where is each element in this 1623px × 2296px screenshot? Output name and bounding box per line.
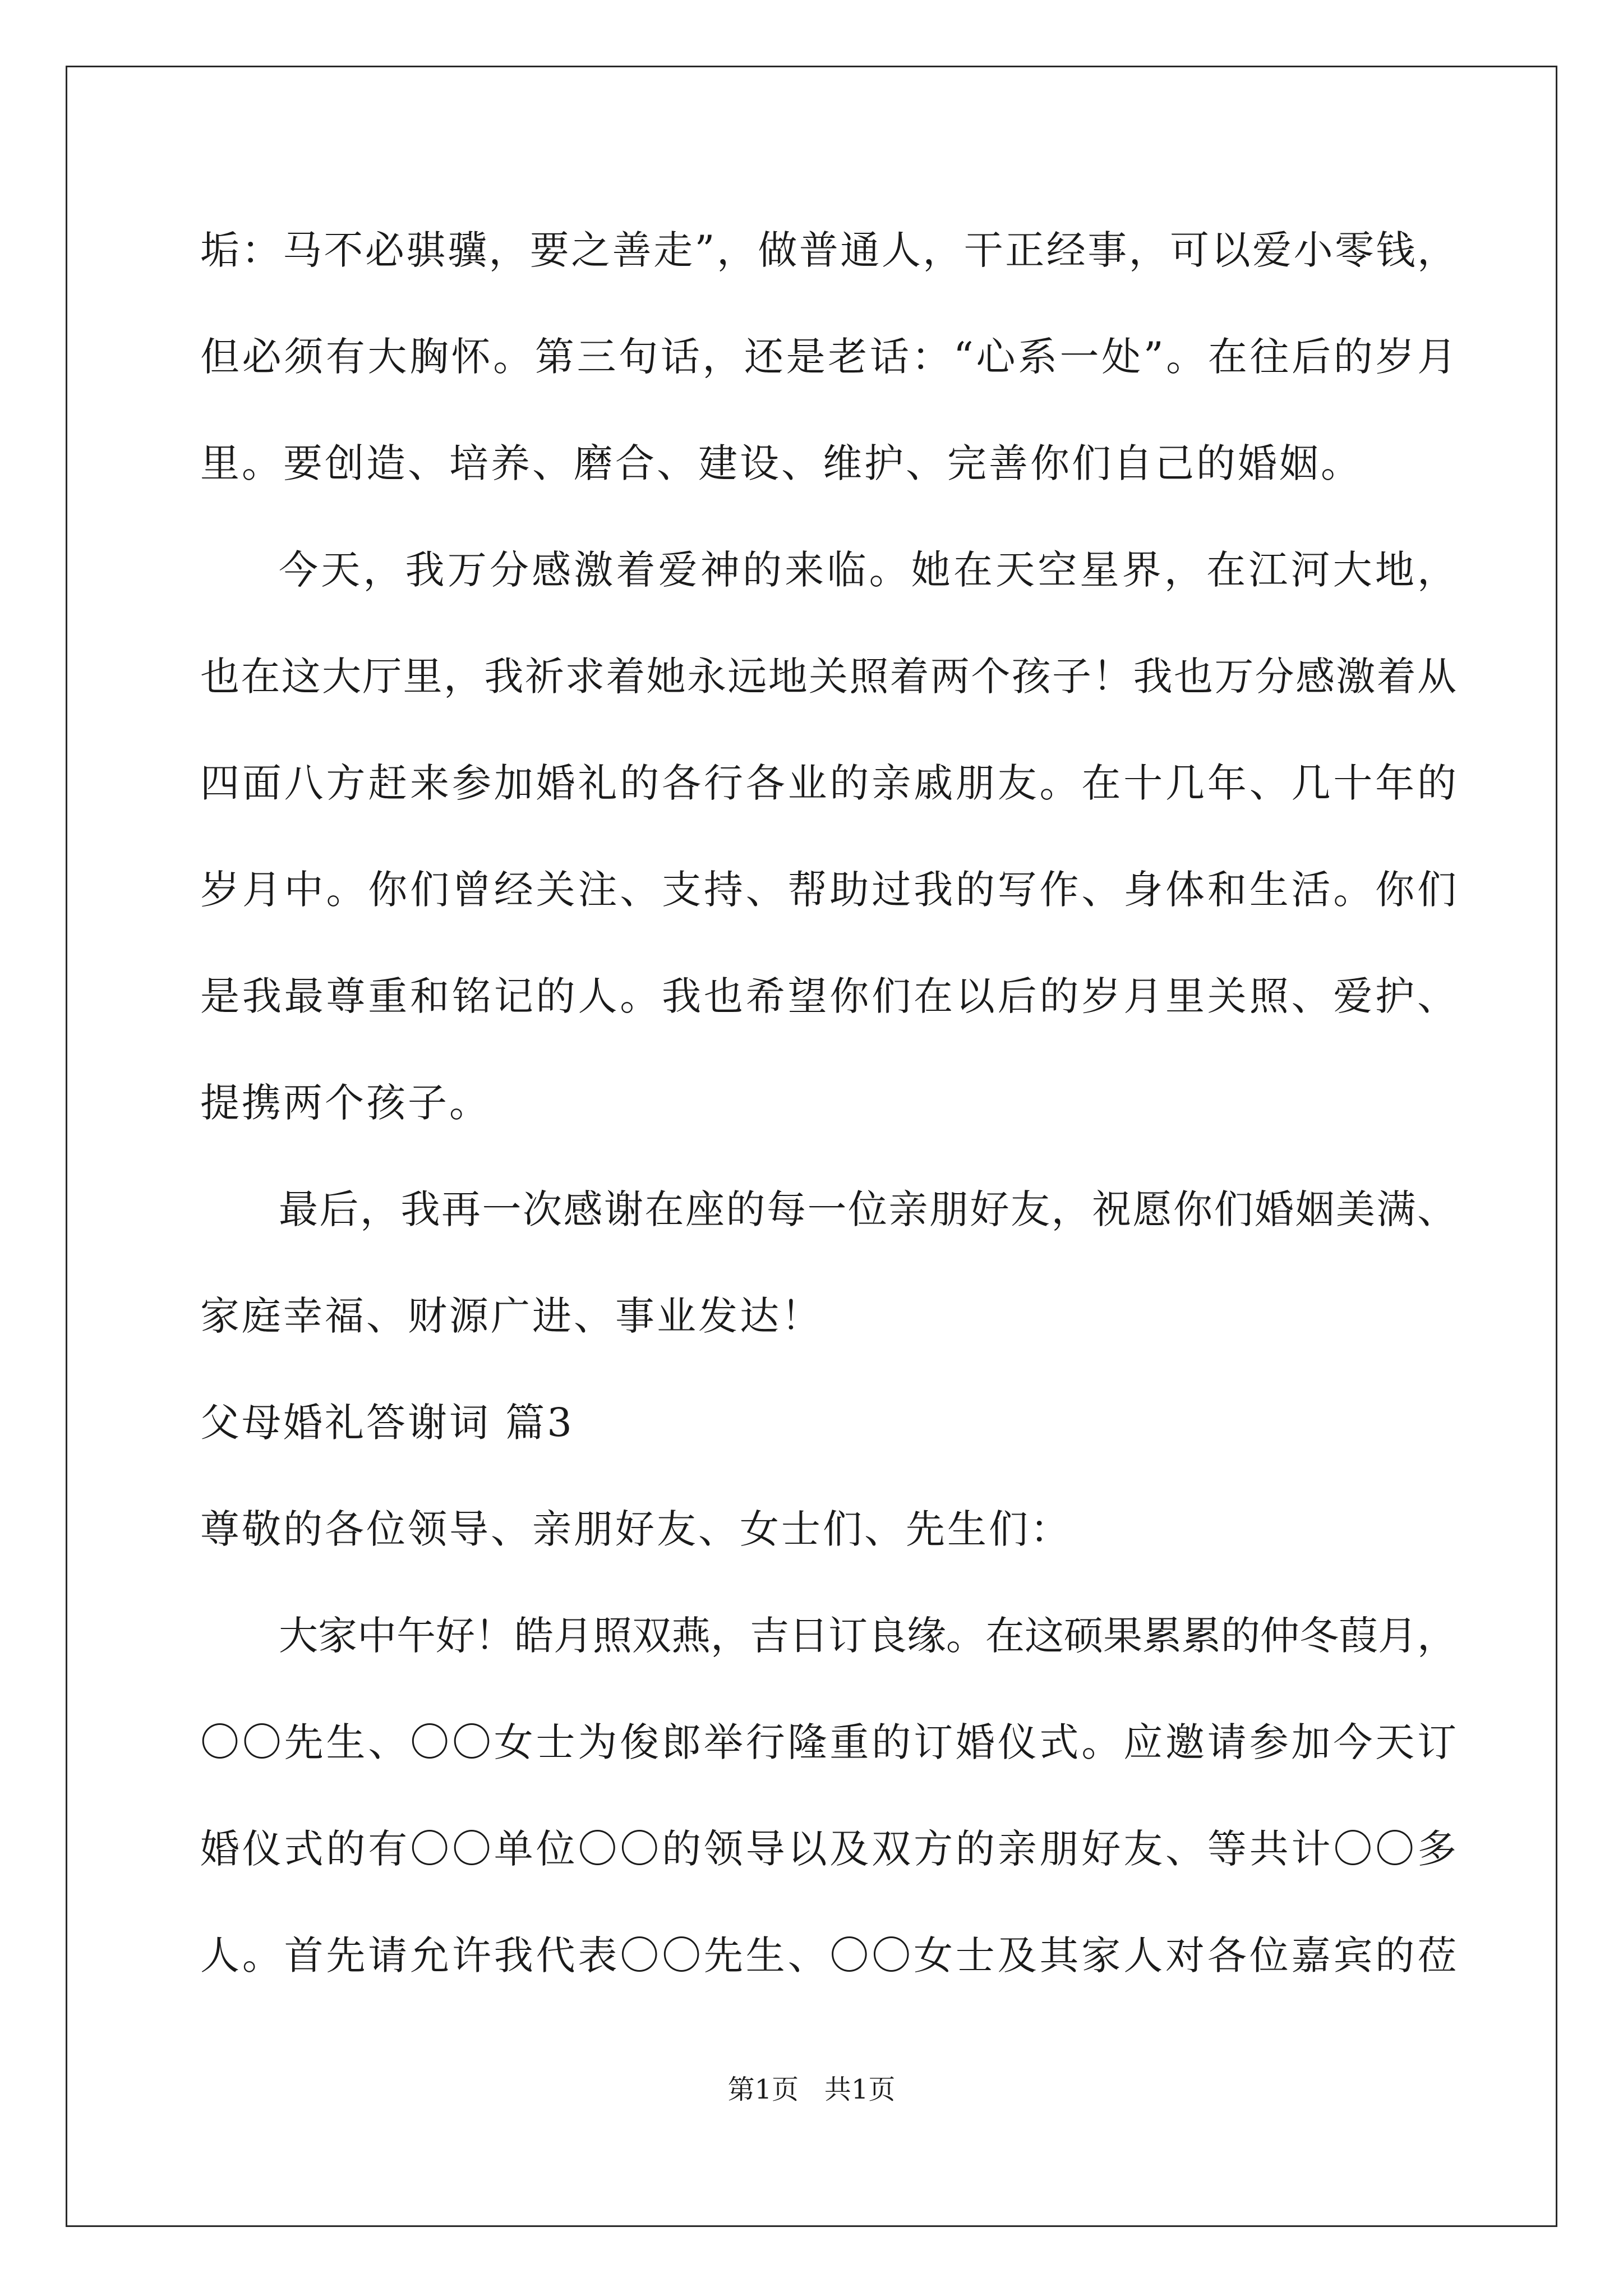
- text-line: 是我最尊重和铭记的人。我也希望你们在以后的岁月里关照、爱护、: [200, 973, 1456, 1019]
- text-line: 里。要创造、培养、磨合、建设、维护、完善你们自己的婚姻。: [200, 440, 1362, 486]
- text-line: 但必须有大胸怀。第三句话，还是老话：“心系一处”。在往后的岁月: [200, 334, 1456, 380]
- text-line: 人。首先请允许我代表〇〇先生、〇〇女士及其家人对各位嘉宾的莅: [200, 1932, 1456, 1978]
- text-line: 今天，我万分感激着爱神的来临。她在天空星界，在江河大地，: [279, 547, 1456, 593]
- page-border: [66, 66, 1557, 2227]
- section-heading: 父母婚礼答谢词 篇3: [200, 1400, 574, 1446]
- text-line: 〇〇先生、〇〇女士为俊郎举行隆重的订婚仪式。应邀请参加今天订: [200, 1719, 1456, 1765]
- page-footer: 第1页 共1页: [727, 2074, 896, 2105]
- text-line: 婚仪式的有〇〇单位〇〇的领导以及双方的亲朋好友、等共计〇〇多: [200, 1826, 1456, 1872]
- text-line: 最后，我再一次感谢在座的每一位亲朋好友，祝愿你们婚姻美满、: [279, 1186, 1456, 1232]
- text-line: 四面八方赶来参加婚礼的各行各业的亲戚朋友。在十几年、几十年的: [200, 760, 1456, 806]
- text-line: 家庭幸福、财源广进、事业发达！: [200, 1293, 823, 1339]
- salutation: 尊敬的各位领导、亲朋好友、女士们、先生们：: [200, 1506, 1072, 1552]
- text-line: 大家中午好！皓月照双燕，吉日订良缘。在这硕果累累的仲冬葭月，: [279, 1613, 1456, 1659]
- text-line: 也在这大厅里，我祈求着她永远地关照着两个孩子！我也万分感激着从: [200, 654, 1456, 700]
- text-line: 提携两个孩子。: [200, 1080, 491, 1126]
- text-line: 岁月中。你们曾经关注、支持、帮助过我的写作、身体和生活。你们: [200, 867, 1456, 913]
- text-line: 垢：马不必骐骥，要之善走”，做普通人，干正经事，可以爱小零钱，: [200, 227, 1456, 273]
